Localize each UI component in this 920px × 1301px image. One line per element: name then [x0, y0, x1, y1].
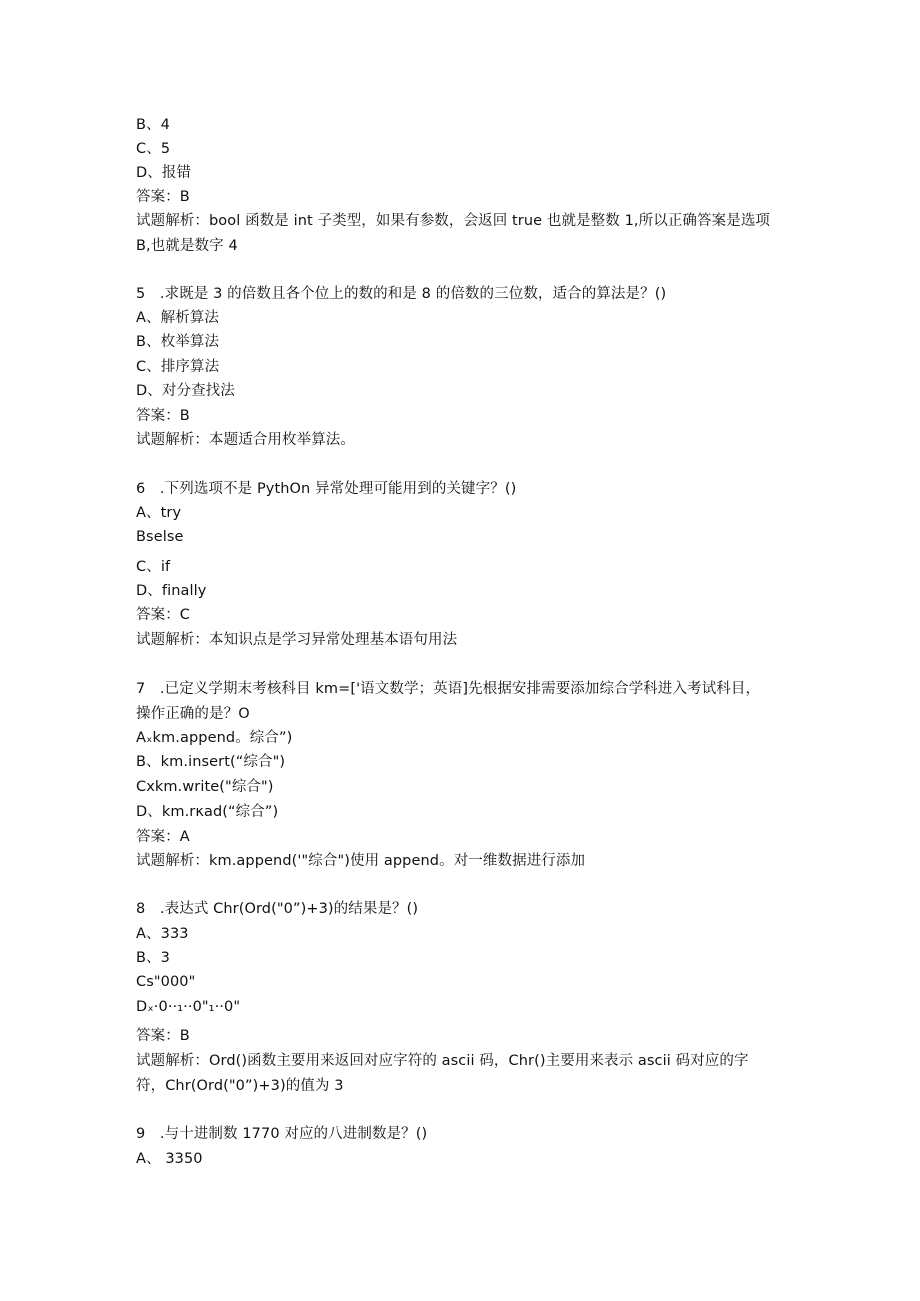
q8-analysis-line2: 符，Chr(Ord("0”)+3)的值为 3	[136, 1078, 344, 1094]
q4-analysis-line2: B,也就是数字 4	[136, 238, 238, 254]
q7-analysis: 试题解析：km.append('"综合")使用 append。对一维数据进行添加	[136, 853, 586, 869]
q7-option-d: D、km.rκad(“综合”)	[136, 804, 279, 820]
q8-option-b: B、3	[136, 950, 170, 966]
q5-analysis: 试题解析：本题适合用枚举算法。	[136, 432, 355, 448]
q6-question: 6 .下列选项不是 PythOn 异常处理可能用到的关键字？()	[136, 481, 517, 497]
q4-answer: 答案：B	[136, 189, 190, 205]
q6-option-b: Bselse	[136, 529, 184, 545]
q4-option-b: B、4	[136, 117, 170, 133]
q6-analysis: 试题解析：本知识点是学习异常处理基本语句用法	[136, 632, 458, 648]
q6-option-a: A、try	[136, 505, 182, 521]
q4-option-d: D、报错	[136, 165, 192, 181]
q5-option-b: B、枚举算法	[136, 334, 220, 350]
q8-option-d: Dₓ·0··₁··0"₁··0"	[136, 999, 241, 1015]
q7-question-line1: 7 .已定义学期末考核科目 km=['语文数学；英语]先根据安排需要添加综合学科进入考试科目，	[136, 681, 761, 697]
q8-analysis-line1: 试题解析：Ord()函数主要用来返回对应字符的 ascii 码，Chr()主要用来表示 ascii 码对应的字	[136, 1053, 749, 1069]
q7-option-a: Aₓkm.append。综合”)	[136, 730, 293, 746]
q8-question: 8 .表达式 Chr(Ord("0”)+3)的结果是？()	[136, 901, 419, 917]
q7-option-c: Cxkm.write("综合")	[136, 779, 274, 795]
q4-option-c: C、5	[136, 141, 171, 157]
q5-option-d: D、对分查找法	[136, 383, 235, 399]
q8-option-a: A、333	[136, 926, 189, 942]
q8-answer: 答案：B	[136, 1028, 190, 1044]
q8-option-c: Cs"000"	[136, 974, 196, 990]
q6-option-d: D、finally	[136, 583, 207, 599]
q6-answer: 答案：C	[136, 607, 191, 623]
q6-option-c: C、if	[136, 559, 171, 575]
q7-option-b: B、km.insert(“综合")	[136, 754, 286, 770]
q4-analysis-line1: 试题解析：bool 函数是 int 子类型，如果有参数，会返回 true 也就是整数 1,所以正确答案是选项	[136, 213, 771, 229]
q5-answer: 答案：B	[136, 408, 190, 424]
q5-option-c: C、排序算法	[136, 359, 220, 375]
q9-option-a: A、 3350	[136, 1151, 203, 1167]
q5-option-a: A、解析算法	[136, 310, 220, 326]
q9-question: 9 .与十进制数 1770 对应的八进制数是？()	[136, 1126, 428, 1142]
q7-answer: 答案：A	[136, 829, 190, 845]
q5-question: 5 .求既是 3 的倍数且各个位上的数的和是 8 的倍数的三位数，适合的算法是？()	[136, 286, 667, 302]
q7-question-line2: 操作正确的是？O	[136, 706, 250, 722]
